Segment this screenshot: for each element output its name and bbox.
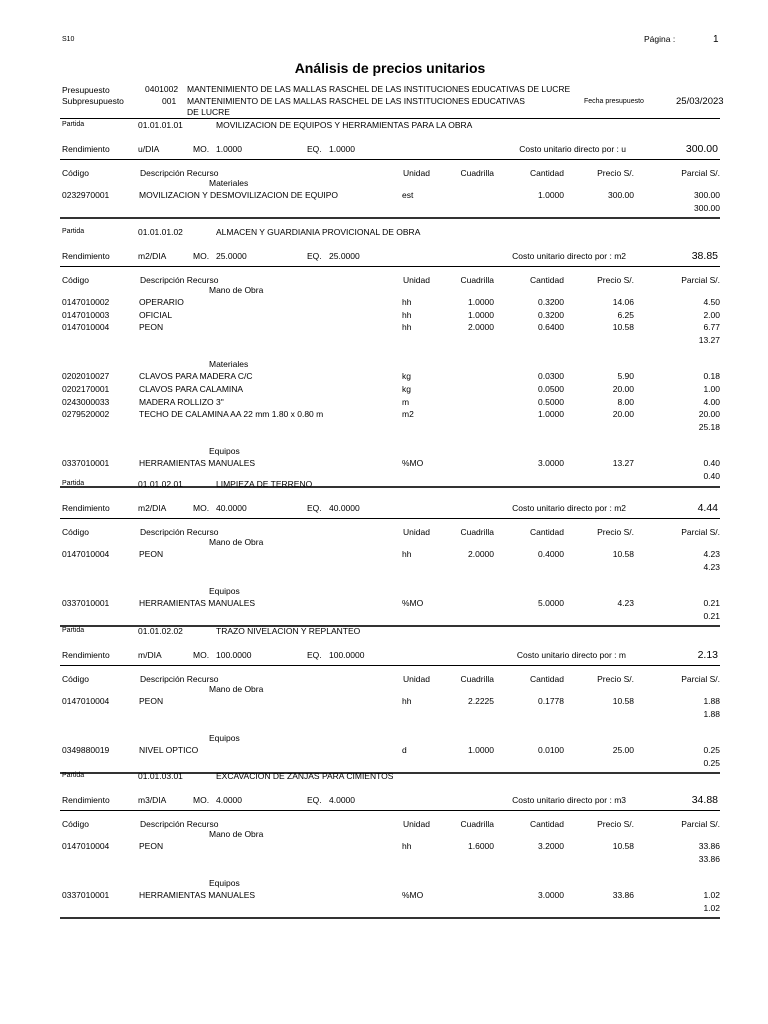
row-cantidad: 0.0300 — [538, 371, 564, 382]
partida-name: LIMPIEZA DE TERRENO — [216, 479, 313, 489]
eq-label: EQ. — [307, 503, 322, 513]
row-cantidad: 3.0000 — [538, 458, 564, 469]
row-unidad: m — [402, 396, 410, 407]
costo-unitario-value: 38.85 — [691, 250, 718, 262]
row-unidad: %MO — [402, 458, 424, 469]
partida-divider — [60, 810, 720, 811]
row-cantidad: 0.0100 — [538, 745, 564, 756]
row-descripcion: HERRAMIENTAS MANUALES — [139, 458, 256, 469]
row-cuadrilla: 1.0000 — [468, 309, 494, 320]
subpresupuesto-desc-cont: DE LUCRE — [187, 107, 230, 117]
group-name: Mano de Obra — [209, 829, 264, 839]
row-unidad: m2 — [402, 409, 414, 420]
group-subtotal: 0.40 — [703, 471, 720, 481]
presupuesto-desc: MANTENIMIENTO DE LAS MALLAS RASCHEL DE LAS INSTITUCIONES EDUCATIVAS DE LUCRE — [187, 84, 571, 94]
rendimiento-unit: u/DIA — [138, 144, 160, 154]
costo-unitario-value: 300.00 — [685, 143, 718, 155]
partida-label: Partida — [62, 480, 85, 487]
group-name: Equipos — [209, 446, 240, 457]
software-code: S10 — [62, 36, 75, 43]
partida-name: EXCAVACION DE ZANJAS PARA CIMIENTOS — [216, 771, 394, 781]
col-unidad: Unidad — [403, 674, 430, 684]
col-cuadrilla: Cuadrilla — [460, 527, 494, 537]
partida-divider — [60, 665, 720, 666]
row-precio: 33.86 — [612, 890, 634, 901]
col-descripcion: Descripción Recurso — [140, 527, 219, 537]
row-codigo: 0232970001 — [62, 190, 110, 200]
group-name: Materiales — [209, 359, 249, 370]
group-name: Mano de Obra — [209, 285, 264, 295]
row-parcial: 4.23 — [703, 549, 720, 559]
row-cantidad: 0.3200 — [538, 309, 564, 320]
row-codigo: 0349880019 — [62, 745, 110, 756]
row-precio: 20.00 — [612, 384, 634, 394]
rendimiento-unit: m3/DIA — [138, 795, 167, 805]
rendimiento-label: Rendimiento — [62, 650, 110, 660]
partida-name: TRAZO NIVELACION Y REPLANTEO — [216, 626, 361, 636]
row-unidad: est — [402, 190, 414, 200]
row-parcial: 0.18 — [703, 371, 720, 382]
col-precio: Precio S/. — [597, 819, 634, 829]
eq-value: 25.0000 — [329, 251, 360, 261]
eq-label: EQ. — [307, 251, 322, 261]
row-descripcion: PEON — [139, 549, 164, 559]
col-precio: Precio S/. — [597, 168, 634, 178]
row-parcial: 4.50 — [703, 297, 720, 307]
header-divider — [60, 118, 720, 119]
row-precio: 10.58 — [612, 841, 634, 851]
row-precio: 4.23 — [617, 598, 634, 609]
col-cantidad: Cantidad — [529, 674, 564, 684]
col-cuadrilla: Cuadrilla — [460, 275, 494, 285]
col-cantidad: Cantidad — [529, 168, 564, 178]
mo-label: MO. — [193, 251, 210, 261]
group-name: Materiales — [209, 178, 249, 188]
costo-unitario-label: Costo unitario directo por : m2 — [512, 503, 626, 513]
rendimiento-label: Rendimiento — [62, 251, 110, 261]
group-subtotal: 25.18 — [698, 421, 720, 432]
row-precio: 25.00 — [612, 745, 634, 756]
row-parcial: 33.86 — [698, 841, 720, 851]
row-codigo: 0337010001 — [62, 598, 110, 609]
row-descripcion: MADERA ROLLIZO 3" — [139, 396, 224, 407]
row-descripcion: CLAVOS PARA CALAMINA — [139, 384, 244, 394]
col-unidad: Unidad — [403, 275, 430, 285]
partida-divider — [60, 159, 720, 160]
mo-value: 1.0000 — [216, 144, 242, 154]
costo-unitario-label: Costo unitario directo por : m3 — [512, 795, 626, 805]
row-cantidad: 5.0000 — [538, 598, 564, 609]
row-precio: 10.58 — [612, 322, 634, 333]
row-cantidad: 0.6400 — [538, 322, 564, 333]
partida-divider — [60, 266, 720, 267]
costo-unitario-label: Costo unitario directo por : m2 — [512, 251, 626, 261]
group-name: Mano de Obra — [209, 684, 264, 694]
partida-label: Partida — [62, 121, 85, 128]
partida-end-divider — [60, 217, 720, 219]
row-codigo: 0147010004 — [62, 322, 110, 333]
col-parcial: Parcial S/. — [681, 168, 720, 178]
row-parcial: 300.00 — [694, 190, 720, 200]
col-parcial: Parcial S/. — [681, 527, 720, 537]
row-codigo: 0243000033 — [62, 396, 110, 407]
row-cantidad: 0.3200 — [538, 297, 564, 307]
costo-unitario-value: 34.88 — [691, 794, 718, 806]
row-descripcion: TECHO DE CALAMINA AA 22 mm 1.80 x 0.80 m — [139, 409, 324, 420]
col-precio: Precio S/. — [597, 674, 634, 684]
col-descripcion: Descripción Recurso — [140, 168, 219, 178]
row-cantidad: 1.0000 — [538, 190, 564, 200]
eq-label: EQ. — [307, 144, 322, 154]
partida-name: ALMACEN Y GUARDIANIA PROVICIONAL DE OBRA — [216, 227, 421, 237]
rendimiento-unit: m2/DIA — [138, 251, 167, 261]
row-codigo: 0279520002 — [62, 409, 110, 420]
partida-name: MOVILIZACION DE EQUIPOS Y HERRAMIENTAS PARA LA OBRA — [216, 120, 473, 130]
row-cuadrilla: 2.0000 — [468, 322, 494, 333]
costo-unitario-label: Costo unitario directo por : m — [516, 650, 626, 660]
row-cuadrilla: 1.0000 — [468, 297, 494, 307]
presupuesto-label: Presupuesto — [62, 85, 110, 95]
rendimiento-label: Rendimiento — [62, 795, 110, 805]
row-descripcion: OFICIAL — [139, 309, 173, 320]
row-precio: 300.00 — [608, 190, 634, 200]
col-parcial: Parcial S/. — [681, 674, 720, 684]
row-descripcion: CLAVOS PARA MADERA C/C — [139, 371, 253, 382]
row-precio: 8.00 — [617, 396, 634, 407]
col-parcial: Parcial S/. — [681, 275, 720, 285]
rendimiento-unit: m/DIA — [138, 650, 162, 660]
col-parcial: Parcial S/. — [681, 819, 720, 829]
col-descripcion: Descripción Recurso — [140, 674, 219, 684]
row-parcial: 1.00 — [703, 384, 720, 394]
mo-value: 40.0000 — [216, 503, 247, 513]
row-cantidad: 0.4000 — [538, 549, 564, 559]
col-unidad: Unidad — [403, 527, 430, 537]
fecha-value: 25/03/2023 — [676, 96, 724, 107]
row-codigo: 0147010002 — [62, 297, 110, 307]
col-codigo: Código — [62, 168, 89, 178]
col-cuadrilla: Cuadrilla — [460, 819, 494, 829]
col-precio: Precio S/. — [597, 275, 634, 285]
row-cuadrilla: 2.2225 — [468, 696, 494, 706]
row-descripcion: PEON — [139, 322, 164, 333]
row-cuadrilla: 1.0000 — [468, 745, 494, 756]
row-descripcion: PEON — [139, 696, 164, 706]
row-unidad: hh — [402, 549, 412, 559]
page-title: Análisis de precios unitarios — [294, 60, 486, 76]
row-cuadrilla: 2.0000 — [468, 549, 494, 559]
col-codigo: Código — [62, 674, 89, 684]
partida-label: Partida — [62, 627, 85, 634]
row-codigo: 0147010004 — [62, 841, 110, 851]
col-codigo: Código — [62, 275, 89, 285]
rendimiento-label: Rendimiento — [62, 503, 110, 513]
row-unidad: %MO — [402, 890, 424, 901]
subpresupuesto-label: Subpresupuesto — [62, 96, 124, 106]
row-precio: 20.00 — [612, 409, 634, 420]
group-subtotal: 0.25 — [703, 757, 720, 768]
eq-label: EQ. — [307, 795, 322, 805]
mo-label: MO. — [193, 650, 210, 660]
row-parcial: 2.00 — [703, 309, 720, 320]
row-parcial: 4.00 — [703, 396, 720, 407]
col-codigo: Código — [62, 527, 89, 537]
row-descripcion: MOVILIZACION Y DESMOVILIZACION DE EQUIPO — [139, 190, 339, 200]
col-cantidad: Cantidad — [529, 527, 564, 537]
partida-divider — [60, 518, 720, 519]
page-label: Página : — [644, 34, 676, 44]
row-precio: 6.25 — [617, 309, 634, 320]
group-name: Equipos — [209, 733, 240, 744]
row-precio: 13.27 — [612, 458, 634, 469]
subpresupuesto-desc: MANTENIMIENTO DE LAS MALLAS RASCHEL DE LAS INSTITUCIONES EDUCATIVAS — [187, 96, 525, 106]
row-unidad: hh — [402, 322, 412, 333]
col-unidad: Unidad — [403, 168, 430, 178]
row-codigo: 0337010001 — [62, 890, 110, 901]
group-subtotal: 0.21 — [703, 610, 720, 621]
row-parcial: 0.40 — [703, 458, 720, 469]
row-codigo: 0147010003 — [62, 309, 110, 320]
row-descripcion: HERRAMIENTAS MANUALES — [139, 598, 256, 609]
col-codigo: Código — [62, 819, 89, 829]
row-parcial: 6.77 — [703, 322, 720, 333]
col-cuadrilla: Cuadrilla — [460, 674, 494, 684]
eq-label: EQ. — [307, 650, 322, 660]
col-cuadrilla: Cuadrilla — [460, 168, 494, 178]
partida-code: 01.01.02.02 — [138, 626, 183, 636]
row-unidad: d — [402, 745, 407, 756]
group-subtotal: 300.00 — [694, 202, 720, 213]
group-name: Equipos — [209, 878, 240, 889]
partida-code: 01.01.01.01 — [138, 120, 183, 130]
partida-end-divider — [60, 917, 720, 919]
partida-label: Partida — [62, 228, 85, 235]
row-unidad: hh — [402, 696, 412, 706]
row-descripcion: HERRAMIENTAS MANUALES — [139, 890, 256, 901]
row-descripcion: PEON — [139, 841, 164, 851]
group-name: Equipos — [209, 586, 240, 597]
presupuesto-code: 0401002 — [145, 84, 179, 94]
group-subtotal: 1.88 — [703, 708, 720, 719]
row-unidad: hh — [402, 297, 412, 307]
row-parcial: 0.21 — [703, 598, 720, 609]
rendimiento-label: Rendimiento — [62, 144, 110, 154]
col-cantidad: Cantidad — [529, 275, 564, 285]
costo-unitario-value: 4.44 — [697, 502, 718, 514]
col-precio: Precio S/. — [597, 527, 634, 537]
costo-unitario-label: Costo unitario directo por : u — [519, 144, 626, 154]
partida-code: 01.01.03.01 — [138, 771, 183, 781]
mo-value: 4.0000 — [216, 795, 242, 805]
row-precio: 5.90 — [617, 371, 634, 382]
page-number: 1 — [713, 34, 719, 45]
row-unidad: %MO — [402, 598, 424, 609]
row-parcial: 1.02 — [703, 890, 720, 901]
partida-code: 01.01.02.01 — [138, 479, 183, 489]
subpresupuesto-code: 001 — [162, 96, 177, 106]
col-unidad: Unidad — [403, 819, 430, 829]
row-cantidad: 0.5000 — [538, 396, 564, 407]
eq-value: 4.0000 — [329, 795, 355, 805]
col-cantidad: Cantidad — [529, 819, 564, 829]
row-unidad: kg — [402, 384, 411, 394]
row-parcial: 1.88 — [703, 696, 720, 706]
row-parcial: 20.00 — [698, 409, 720, 420]
row-descripcion: NIVEL OPTICO — [139, 745, 199, 756]
group-name: Mano de Obra — [209, 537, 264, 547]
row-descripcion: OPERARIO — [139, 297, 184, 307]
col-descripcion: Descripción Recurso — [140, 819, 219, 829]
col-descripcion: Descripción Recurso — [140, 275, 219, 285]
group-subtotal: 33.86 — [698, 853, 720, 864]
costo-unitario-value: 2.13 — [697, 649, 718, 661]
rendimiento-unit: m2/DIA — [138, 503, 167, 513]
group-subtotal: 4.23 — [703, 561, 720, 572]
row-cantidad: 0.1778 — [538, 696, 564, 706]
row-cantidad: 0.0500 — [538, 384, 564, 394]
row-unidad: kg — [402, 371, 411, 382]
row-codigo: 0202170001 — [62, 384, 110, 394]
row-unidad: hh — [402, 841, 412, 851]
fecha-label: Fecha presupuesto — [584, 98, 644, 105]
row-cantidad: 3.0000 — [538, 890, 564, 901]
partida-code: 01.01.01.02 — [138, 227, 183, 237]
group-subtotal: 13.27 — [698, 334, 720, 345]
row-precio: 14.06 — [612, 297, 634, 307]
row-codigo: 0202010027 — [62, 371, 110, 382]
row-cuadrilla: 1.6000 — [468, 841, 494, 851]
row-codigo: 0147010004 — [62, 696, 110, 706]
eq-value: 40.0000 — [329, 503, 360, 513]
row-codigo: 0337010001 — [62, 458, 110, 469]
row-cantidad: 3.2000 — [538, 841, 564, 851]
partida-label: Partida — [62, 772, 85, 779]
mo-label: MO. — [193, 503, 210, 513]
mo-value: 25.0000 — [216, 251, 247, 261]
row-codigo: 0147010004 — [62, 549, 110, 559]
mo-label: MO. — [193, 795, 210, 805]
mo-label: MO. — [193, 144, 210, 154]
eq-value: 100.0000 — [329, 650, 365, 660]
row-parcial: 0.25 — [703, 745, 720, 756]
row-unidad: hh — [402, 309, 412, 320]
group-subtotal: 1.02 — [703, 902, 720, 913]
eq-value: 1.0000 — [329, 144, 355, 154]
row-precio: 10.58 — [612, 696, 634, 706]
row-precio: 10.58 — [612, 549, 634, 559]
mo-value: 100.0000 — [216, 650, 252, 660]
row-cantidad: 1.0000 — [538, 409, 564, 420]
